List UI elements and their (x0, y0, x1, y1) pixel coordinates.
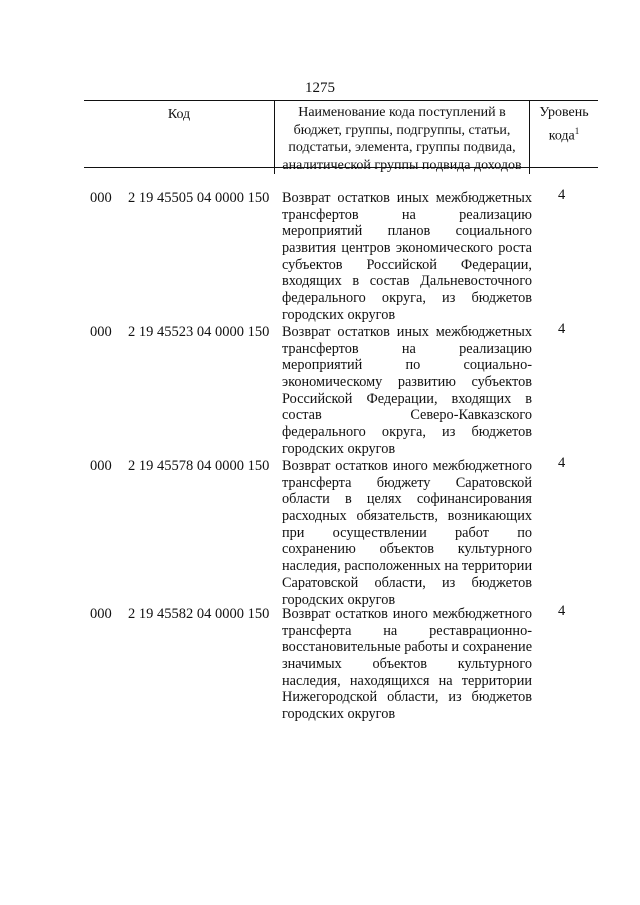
description-line: Саратовской области, из бюджетов (282, 574, 532, 591)
description-line: области в целях софинансирования (282, 491, 532, 508)
description-line: сохранению объектов культурного (282, 541, 532, 558)
header-level-footnote: 1 (574, 126, 580, 136)
description-line: Возврат остатков иного межбюджетного (282, 606, 532, 622)
description-line: трансферта на реставрационно- (282, 622, 532, 639)
level-code: 4 (558, 187, 566, 203)
admin-code: 000 (90, 324, 112, 340)
description-line: трансфертов на реализацию (282, 340, 532, 357)
level-code: 4 (558, 603, 566, 619)
header-name-line: бюджет, группы, подгруппы, статьи, (293, 122, 511, 138)
description-line: мероприятий по социально- (282, 357, 532, 374)
admin-code: 000 (90, 606, 112, 622)
description-line: федерального округа, из бюджетов (282, 290, 532, 307)
description-line: расходных обязательств, возникающих (282, 508, 532, 525)
header-level-line (530, 122, 598, 146)
income-code: 2 19 45505 04 0000 150 (128, 190, 270, 206)
description-line: развития центров экономического роста (282, 240, 532, 257)
level-code: 4 (558, 321, 566, 337)
header-code: Код (167, 107, 191, 122)
header-level-line: Уровень (539, 105, 589, 120)
description-line: городских округов (282, 706, 396, 723)
admin-code: 000 (90, 190, 112, 206)
description-line: городских округов (282, 306, 396, 323)
description-line: Российской Федерации, входящих в (282, 390, 532, 407)
income-description (282, 190, 532, 324)
description-line: мероприятий планов социального (282, 223, 532, 240)
header-level-word: кода (548, 128, 575, 144)
description-line: при осуществлении работ по (282, 524, 532, 541)
description-line: экономическому развитию субъектов (282, 374, 532, 391)
description-line: Возврат остатков иных межбюджетных (282, 190, 532, 206)
income-code: 2 19 45578 04 0000 150 (128, 458, 270, 474)
table-header (84, 100, 598, 173)
description-line: городских округов (282, 440, 396, 457)
header-name-line: подстатьи, элемента, группы подвида, (288, 140, 516, 155)
description-line: субъектов Российской Федерации, (282, 256, 532, 273)
page-number: 1275 (305, 80, 335, 96)
header-name-line: аналитической группы подвида доходов (282, 157, 522, 173)
income-code: 2 19 45523 04 0000 150 (128, 324, 270, 340)
level-code: 4 (558, 455, 566, 471)
description-line: значимых объектов культурного (282, 656, 532, 673)
description-line: Нижегородской области, из бюджетов (282, 689, 532, 706)
income-description (282, 458, 532, 608)
header-name-line: Наименование кода поступлений в (298, 105, 506, 120)
description-line: восстановительные работы и сохранение (282, 639, 533, 656)
description-line: входящих в состав Дальневосточного (282, 273, 532, 290)
header-level (530, 101, 598, 174)
description-line: трансфертов на реализацию (282, 206, 532, 223)
income-description (282, 606, 532, 723)
description-line: федерального округа, из бюджетов (282, 424, 532, 441)
description-line: трансферта бюджету Саратовской (282, 474, 532, 491)
header-name (274, 101, 530, 174)
description-line: наследия, находящихся на территории (282, 672, 532, 689)
description-line: Возврат остатков иных межбюджетных (282, 324, 532, 340)
description-line: Возврат остатков иного межбюджетного (282, 458, 532, 474)
description-line: городских округов (282, 591, 396, 608)
admin-code: 000 (90, 458, 112, 474)
description-line: состав Северо-Кавказского (282, 407, 532, 424)
description-line: наследия, расположенных на территории (282, 558, 533, 575)
income-code: 2 19 45582 04 0000 150 (128, 606, 270, 622)
income-description (282, 324, 532, 458)
